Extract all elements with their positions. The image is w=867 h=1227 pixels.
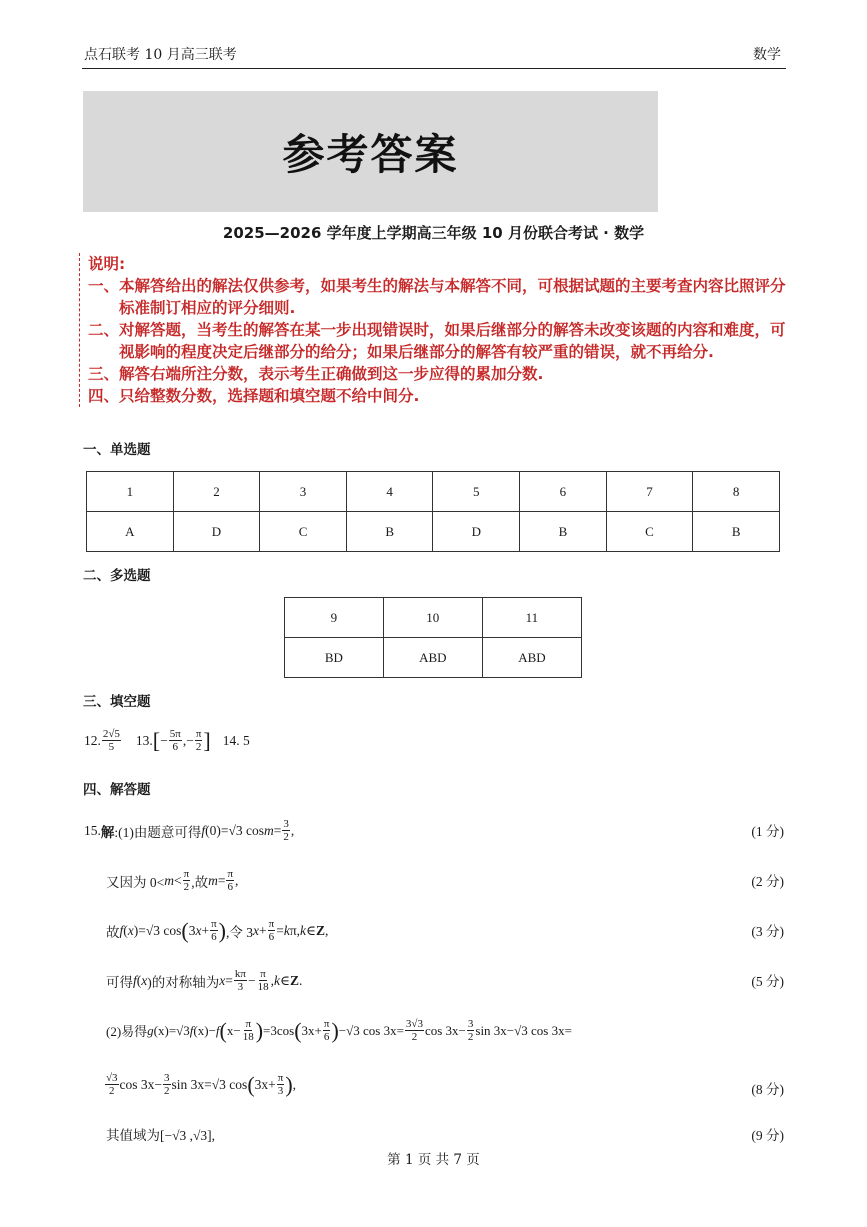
fraction [105,1072,119,1097]
numerator: √3 [106,1072,118,1084]
note-text: 对解答题，当考生的解答在某一步出现错误时，如果后继部分的解答未改变该题的内容和难度，可视影响的程度决定后继部分的给分；如果后继部分的解答有较严重的错误，就不再给分. [119,321,786,361]
note-item [88,385,796,407]
math-text: (2)易得 [106,1024,148,1039]
numerator: 2√5 [102,728,120,740]
note-item [88,319,796,363]
math-text: = [225,972,233,988]
math-text: = [276,922,284,938]
table-row-numbers [87,472,780,512]
solution-line-5 [0,1018,867,1044]
math-text: 其值域为[−√3 ,√3], [106,1128,216,1143]
notes-box [79,253,796,407]
math-text: (x)− [193,1022,216,1038]
solution-line-7 [0,1124,867,1144]
math-text: π, [289,922,301,938]
math-text: ,令 3 [226,924,253,940]
left-paren: ( [181,917,189,943]
numerator: 5π [169,728,181,740]
note-item [88,363,796,385]
math-var: x [195,922,202,938]
math-var: m [264,822,274,838]
fraction [234,968,247,993]
note-number: 三、 [88,365,120,383]
numerator: π [211,918,217,930]
right-paren: ) [218,917,226,943]
denominator: 2 [109,1085,115,1097]
q13-fraction-b [195,728,203,753]
q13-fraction-a [169,728,182,753]
math-var: f [201,822,206,838]
math-text: + [201,922,210,938]
question-number: 15. [84,822,101,838]
denominator: 2 [411,1031,418,1043]
math-var: f [119,922,124,938]
numerator: 3 [467,1018,474,1030]
right-bracket: ] [203,727,211,753]
note-number: 一、 [88,277,120,295]
fraction [282,818,290,843]
fraction [277,1072,285,1097]
table-cell: BD [285,638,384,678]
table-cell: D [433,512,520,552]
solution-label: 解 [100,824,115,840]
score-note: (8 分) [751,1082,784,1097]
math-text: −√3 cos 3x= [338,1022,404,1038]
fraction [183,868,191,893]
table-cell: 10 [383,598,482,638]
table-row-numbers [285,598,582,638]
math-text: :(1)由题意可得 [114,824,202,840]
math-text: . [298,972,303,988]
page-footer: 第 1 页 共 7 页 [387,1152,480,1168]
q12-label: 12. [84,732,101,748]
numerator: π [195,728,202,740]
solution-line-1 [0,816,867,843]
math-text: , [292,1076,297,1092]
left-paren: ( [219,1017,227,1043]
numerator: π [323,1018,330,1030]
math-var: f [189,1022,194,1038]
right-paren: ) [331,1017,339,1043]
solution-line-3 [0,916,867,943]
math-text: 3 [188,922,196,938]
table-cell: 8 [693,472,780,512]
score-note: (5 分) [751,974,784,989]
math-var: g [147,1022,154,1038]
table-cell: 3 [260,472,347,512]
denominator: 6 [323,1031,330,1043]
math-var: k [300,922,307,938]
header-left: 点石联考 10 月高三联考 [84,47,237,63]
header-rule [82,68,786,69]
math-text: ,故 [191,874,209,890]
numerator: π [183,868,190,880]
table-cell: B [346,512,433,552]
note-number: 四、 [88,387,120,405]
math-text: =3cos [263,1022,295,1038]
math-text: x− [226,1022,241,1038]
solution-line-4 [0,966,867,993]
fraction [210,918,218,943]
math-var: m [208,872,218,888]
math-var: x [253,922,259,938]
math-text: 可得 [106,974,133,990]
fraction [323,1018,331,1043]
numerator: π [227,868,233,880]
math-set: Z [289,972,299,988]
numerator: π [260,968,266,980]
fill-in-answers: 12. $\frac{2√5}{5}$ 13. [ − $\frac{5\pi}{6}$ ,− $\frac{\pi}{2}$ ] 14. 5 [84,727,250,753]
score-note: (3 分) [751,924,784,939]
math-var: m [164,872,174,888]
fraction [268,918,276,943]
score-note: (1 分) [751,824,784,839]
score-note: (2 分) [751,874,784,889]
denominator: 6 [227,881,233,893]
math-text: ( [136,972,142,988]
section-fill-in: 三、填空题 [83,694,151,710]
math-var: f [215,1022,220,1038]
note-text: 解答右端所注分数，表示考生正确做到这一步应得的累加分数. [119,365,544,383]
left-bracket: [ [152,727,161,753]
math-text: ( [123,922,128,938]
math-text: 又因为 0< [106,874,165,890]
table-row-answers [87,512,780,552]
math-text: sin 3x−√3 cos 3x= [475,1022,572,1038]
note-text: 本解答给出的解法仅供参考，如果考生的解法与本解答不同，可根据试题的主要考查内容比照评分标准制订相应的评分细则. [119,277,786,317]
math-var: x [141,972,148,988]
table-cell: 2 [173,472,260,512]
q14-answer: 14. 5 [222,732,250,748]
table-cell: 7 [606,472,693,512]
math-var: k [283,922,290,938]
table-cell: 4 [346,472,433,512]
numerator: π [277,1072,284,1084]
left-paren: ( [247,1071,255,1097]
math-text: , [325,922,329,938]
table-cell: 6 [520,472,607,512]
denominator: 18 [257,981,269,993]
denominator: 3 [277,1085,284,1097]
exam-title: 2025—2026 学年度上学期高三年级 10 月份联合考试 · 数学 [222,224,645,242]
banner-title: 参考答案 [282,129,459,179]
note-text: 只给整数分数，选择题和填空题不给中间分. [119,387,420,405]
left-paren: ( [294,1017,302,1043]
math-text: = [273,822,282,838]
denominator: 3 [237,981,244,993]
section-single-choice: 一、单选题 [83,442,151,458]
denominator: 6 [172,741,179,753]
math-text: sin 3x=√3 cos [171,1076,248,1092]
math-text: 3x+ [301,1022,322,1038]
table-cell: B [693,512,780,552]
table-cell: 1 [87,472,174,512]
table-cell: A [87,512,174,552]
denominator: 2 [164,1085,170,1097]
math-text: = [217,872,226,888]
section-multi-choice: 二、多选题 [83,568,151,584]
fraction [257,968,270,993]
math-var: x [127,922,134,938]
notes-heading: 说明: [88,255,126,273]
table-cell: C [606,512,693,552]
math-text: ∈ [306,922,317,938]
fraction [405,1018,424,1043]
single-choice-table [86,471,780,552]
table-cell: 11 [482,598,581,638]
math-text: , [235,872,239,888]
math-text: < [174,872,182,888]
table-cell: ABD [383,638,482,678]
math-text: )的对称轴为 [147,974,220,990]
denominator: 2 [467,1031,474,1043]
denominator: 2 [195,741,202,753]
fraction [226,868,234,893]
header-subject: 数学 [753,47,781,63]
math-text: )=√3 cos [133,922,182,938]
math-var: x [219,972,226,988]
numerator: π [245,1018,251,1030]
solution-line-6 [0,1072,867,1102]
table-cell: 9 [285,598,384,638]
math-text: cos 3x− [424,1022,466,1038]
table-cell: 5 [433,472,520,512]
math-var: f [133,972,137,988]
math-var: k [273,972,280,988]
title-banner [83,91,658,212]
note-number: 二、 [88,321,120,339]
math-text: ∈ [279,972,290,988]
numerator: 3 [164,1072,170,1084]
denominator: 2 [183,881,190,893]
fraction [467,1018,475,1043]
multi-choice-table [284,597,582,678]
denominator: 6 [268,931,275,943]
q13-label: 13. [135,732,153,748]
score-note: (9 分) [751,1128,784,1143]
table-cell: D [173,512,260,552]
denominator: 5 [108,741,115,753]
fraction [242,1018,255,1043]
numerator: 3 [283,818,289,830]
note-item [88,275,796,319]
math-text: cos 3x− [119,1076,163,1092]
math-text: − [247,972,256,988]
math-text: , [290,822,295,838]
denominator: 18 [242,1031,254,1043]
table-cell: C [260,512,347,552]
fraction [163,1072,171,1097]
table-cell: B [520,512,607,552]
math-set: Z [316,922,326,938]
denominator: 6 [211,931,217,943]
math-text: + [259,922,267,938]
numerator: 3√3 [405,1018,423,1030]
math-text: (x)=√3 [153,1022,190,1038]
math-text: , [270,972,274,988]
section-solutions: 四、解答题 [83,782,151,798]
math-text: 故 [106,924,120,940]
denominator: 2 [283,831,289,843]
solution-line-2 [0,866,867,893]
q12-fraction [102,728,121,753]
right-paren: ) [255,1017,264,1043]
math-text: (0)=√3 cos [205,822,265,838]
numerator: π [268,918,275,930]
table-row-answers [285,638,582,678]
math-text: 3x+ [254,1076,276,1092]
right-paren: ) [285,1071,293,1097]
table-cell: ABD [482,638,581,678]
numerator: kπ [234,968,246,980]
